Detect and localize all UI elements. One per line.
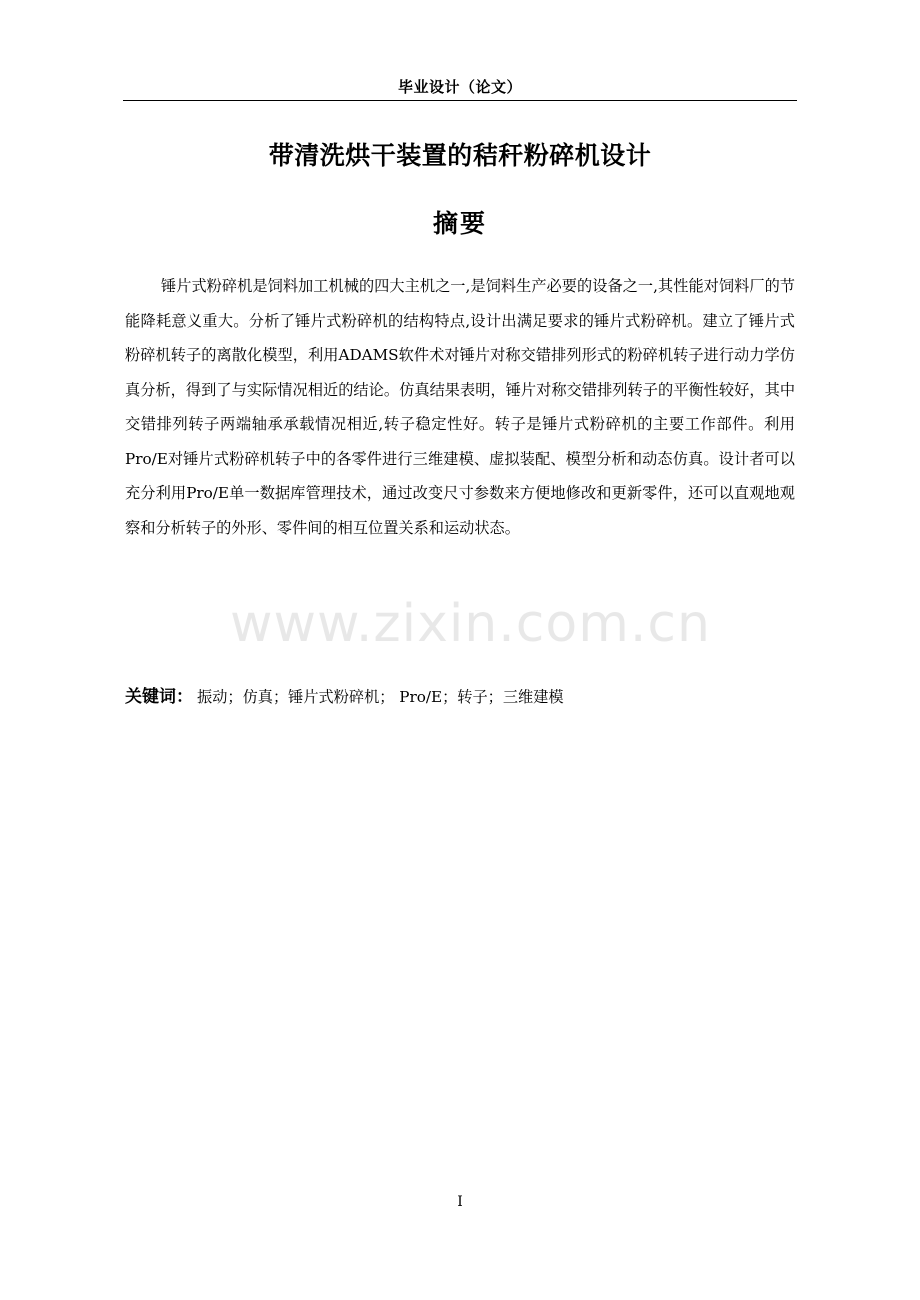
keywords-label: 关键词： [125,687,193,707]
abstract-paragraph: 锤片式粉碎机是饲料加工机械的四大主机之一,是饲料生产必要的设备之一,其性能对饲料厂的节能降耗意义重大。分析了锤片式粉碎机的结构特点,设计出满足要求的锤片式粉碎机。建立了锤片式粉碎机转子的离散化模型，利用ADAMS软件术对锤片对称交错排列形式的粉碎机转子进行动力学仿真分析，得到了与实际情况相近的结论。仿真结果表明，锤片对称交错排列转子的平衡性较好，其中交错排列转子两端轴承承载情况相近,转子稳定性好。转子是锤片式粉碎机的主要工作部件。利用Pro/E对锤片式粉碎机转子中的各零件进行三维建模、虚拟装配、模型分析和动态仿真。设计者可以充分利用Pro/E单一数据库管理技术，通过改变尺寸参数来方便地修改和更新零件，还可以直观地观察和分析转子的外形、零件间的相互位置关系和运动状态。 [125,277,795,537]
keywords-list: 振动；仿真；锤片式粉碎机； Pro/E；转子；三维建模 [197,688,564,706]
watermark-text: www.zixin.com.cn [230,594,711,654]
document-title: 带清洗烘干装置的秸秆粉碎机设计 [268,141,652,170]
page-number: I [457,1194,463,1210]
header-divider [123,100,797,101]
keywords-line [125,682,795,712]
running-header: 毕业设计（论文） [397,78,522,96]
abstract-heading: 摘要 [432,209,487,238]
